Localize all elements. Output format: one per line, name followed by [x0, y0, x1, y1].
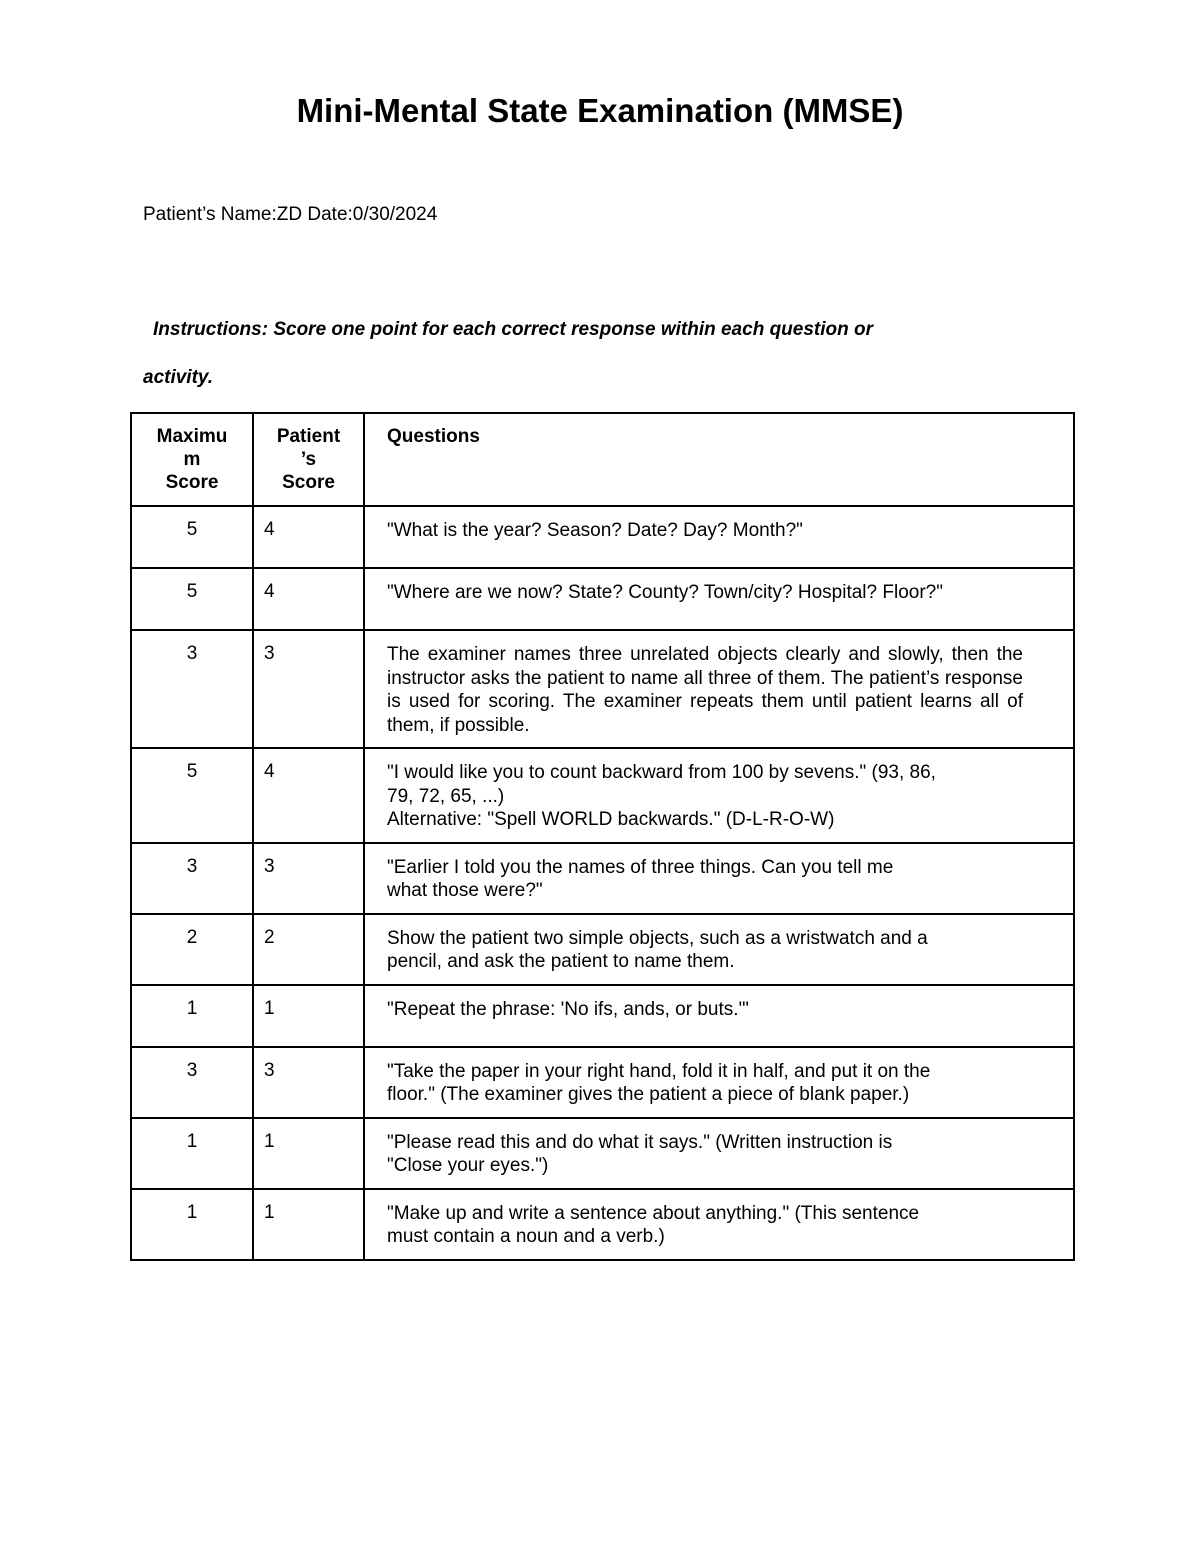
patient-score-cell: 2 — [253, 914, 364, 985]
patient-score-cell: 1 — [253, 1189, 364, 1260]
question-cell: "What is the year? Season? Date? Day? Month?" — [364, 506, 1074, 568]
instructions-line-2: activity. — [143, 367, 214, 388]
table-row — [131, 1189, 1074, 1260]
patient-score-cell: 3 — [253, 843, 364, 914]
question-cell: "Make up and write a sentence about anything." (This sentence must contain a noun and a verb.) — [364, 1189, 1074, 1260]
maximum-score-cell: 1 — [131, 1189, 253, 1260]
maximum-score-cell: 5 — [131, 748, 253, 843]
question-cell: "Where are we now? State? County? Town/city? Hospital? Floor?" — [364, 568, 1074, 630]
maximum-score-cell: 5 — [131, 568, 253, 630]
patient-score-cell: 3 — [253, 1047, 364, 1118]
patient-score-cell: 4 — [253, 568, 364, 630]
table-row — [131, 748, 1074, 843]
patient-score-cell: 4 — [253, 506, 364, 568]
instructions-line-1: Instructions: Score one point for each correct response within each question or — [153, 319, 874, 340]
question-cell: "I would like you to count backward from 100 by sevens." (93, 86, 79, 72, 65, ...) Alternative: "Spell WORLD backwards." (D-L-R-O-W) — [364, 748, 1074, 843]
header-questions: Questions — [364, 413, 1074, 506]
patient-info-line: Patient’s Name:ZD Date:0/30/2024 — [143, 204, 438, 225]
table-row — [131, 1118, 1074, 1189]
table-header-row — [131, 413, 1074, 506]
question-cell: "Take the paper in your right hand, fold it in half, and put it on the floor." (The examiner gives the patient a piece of blank paper.) — [364, 1047, 1074, 1118]
maximum-score-cell: 3 — [131, 1047, 253, 1118]
instructions — [143, 318, 1073, 390]
maximum-score-cell: 1 — [131, 1118, 253, 1189]
patient-score-cell: 3 — [253, 630, 364, 748]
patient-score-cell: 1 — [253, 985, 364, 1047]
page-title: Mini-Mental State Examination (MMSE) — [296, 92, 904, 129]
table-row — [131, 506, 1074, 568]
maximum-score-cell: 3 — [131, 843, 253, 914]
table-row — [131, 1047, 1074, 1118]
question-cell: "Repeat the phrase: 'No ifs, ands, or buts.'" — [364, 985, 1074, 1047]
maximum-score-cell: 3 — [131, 630, 253, 748]
table-row — [131, 630, 1074, 748]
maximum-score-cell: 1 — [131, 985, 253, 1047]
table-row — [131, 568, 1074, 630]
question-cell: The examiner names three unrelated objects clearly and slowly, then the instructor asks the patient to name all three of them. The patient’s response is used for scoring. The examiner repeats them until patient learns all of them, if possible. — [364, 630, 1074, 748]
patient-score-cell: 1 — [253, 1118, 364, 1189]
question-cell: "Earlier I told you the names of three things. Can you tell me what those were?" — [364, 843, 1074, 914]
question-cell: Show the patient two simple objects, such as a wristwatch and a pencil, and ask the patient to name them. — [364, 914, 1074, 985]
header-patient-score: Patient ’s Score — [253, 413, 364, 506]
maximum-score-cell: 5 — [131, 506, 253, 568]
table-row — [131, 843, 1074, 914]
mmse-score-table — [130, 412, 1075, 1261]
table-row — [131, 985, 1074, 1047]
question-cell: "Please read this and do what it says." (Written instruction is "Close your eyes.") — [364, 1118, 1074, 1189]
maximum-score-cell: 2 — [131, 914, 253, 985]
patient-score-cell: 4 — [253, 748, 364, 843]
table-row — [131, 914, 1074, 985]
header-maximum-score: Maximu m Score — [131, 413, 253, 506]
